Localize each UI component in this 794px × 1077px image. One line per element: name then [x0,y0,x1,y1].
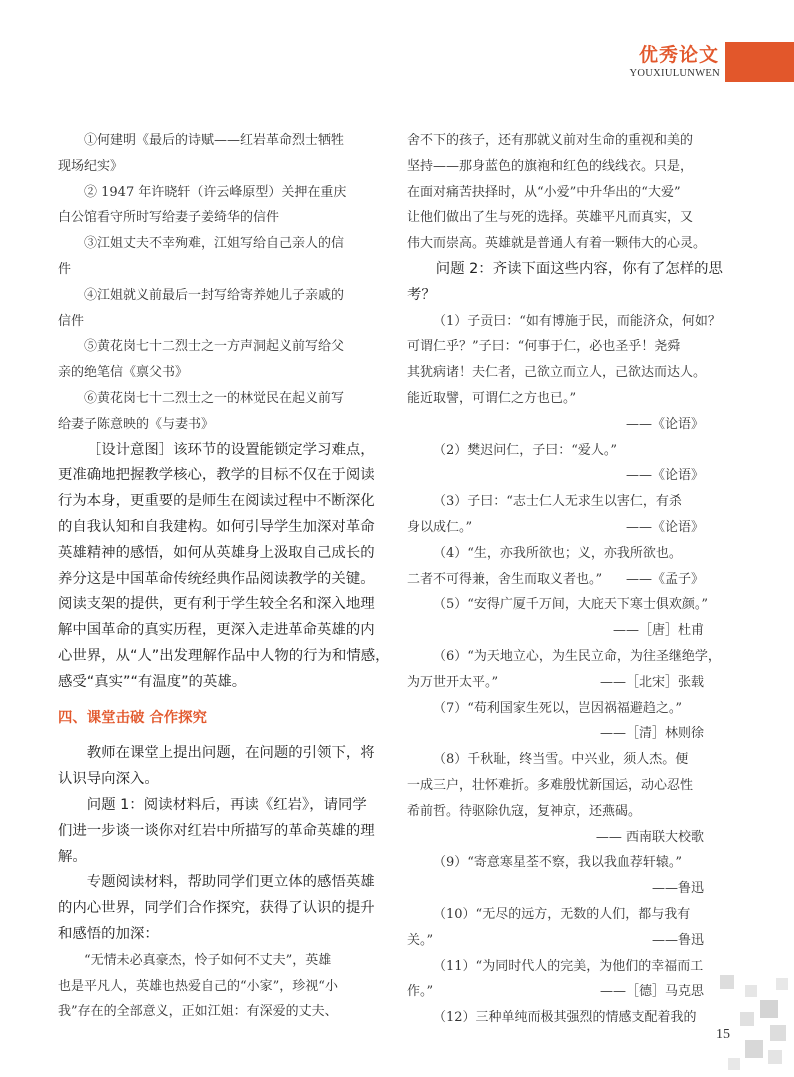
design-intent-paragraph [58,438,390,696]
header-accent-bar [725,42,794,82]
quote-line: 可谓仁乎？”子曰：“何事于仁，必也圣乎！尧舜 [407,339,681,355]
quote-source: ——《论语》 [625,519,704,535]
quote-item [407,489,704,541]
paragraph-line: ［设计意图］该环节的设置能锁定学习难点， [86,441,375,458]
quote-item [407,902,704,954]
right-column [407,128,723,1031]
material-item: ③江姐丈夫不幸殉难，江姐写给自己亲人的信 [84,236,345,252]
quote-source: —— 西南联大校歌 [595,829,704,845]
quote-line: （3）子曰：“志士仁人无求生以害仁，有杀 [433,494,682,510]
quote-item [407,644,721,696]
quote-line: （7）“苟利国家生死以，岂因祸福避趋之。” [433,700,683,716]
material-item: ⑥黄花岗七十二烈士之一的林觉民在起义前写 [84,390,345,406]
material-item: ④江姐就义前最后一封写给寄养她儿子亲戚的 [84,287,345,303]
special-reading-paragraph [58,870,375,947]
quote-line: 能近取譬，可谓仁之方也已。” [407,390,577,406]
quote-line: （12）三种单纯而极其强烈的情感支配着我的 [433,1010,697,1026]
paragraph-line: 心世界，从“人”出发理解作品中人物的行为和情感， [58,647,390,664]
quote-line: （9）“寄意寒星荃不察，我以我血荐轩辕。” [433,855,683,871]
quote-line: （8）千秋耻，终当雪。中兴业，须人杰。便 [433,752,689,768]
question1-paragraph [58,793,375,870]
paragraph-line: 也是平凡人，英雄也热爱自己的“小家”，珍视“小 [58,978,338,994]
quote-item [407,696,704,748]
paragraph-line: 养分这是中国革命传统经典作品阅读教学的关键。 [58,570,375,587]
quote-line: 作。” [407,984,434,1000]
paragraph-line: 在面对痛苦抉择时，从“小爱”中升华出的“大爱” [407,184,681,200]
quote-line: （1）子贡曰：“如有博施于民，而能济众，何如？ [433,313,721,329]
paragraph-line: 考？ [407,286,436,303]
quote-line: （4）“生，亦我所欲也；义，亦我所欲也。 [433,545,682,561]
materials-list [58,128,355,438]
quote-line: 关。” [407,932,434,948]
quote-line: 为万世开太平。” [407,674,499,690]
paragraph-line: 伟大而崇高。英雄就是普通人有着一颗伟大的心灵。 [407,236,707,252]
paragraph-line: 更准确地把握教学核心，教学的目标不仅在于阅读 [58,467,375,484]
material-item-cont: 白公馆看守所时写给妻子姜绮华的信件 [58,210,280,226]
paragraph-line: 教师在课堂上提出问题，在问题的引领下，将 [86,745,375,762]
quote-source: ——《论语》 [625,416,704,432]
quote-line: 希前哲。待驱除仇寇，复神京，还燕碣。 [407,803,642,819]
paragraph-line: 问题 1：阅读材料后，再读《红岩》，请同学 [86,796,367,813]
section-title: 优秀论文 [638,44,719,66]
left-column [58,128,390,1025]
material-item: ①何建明《最后的诗赋——红岩革命烈士牺牲 [84,133,345,148]
quote-source: ——［德］马克思 [599,984,704,1000]
quote-line: 一成三户，壮怀难折。多难殷忧新国运，动心忍性 [407,777,694,793]
quote-item [407,747,704,850]
material-item-cont: 给妻子陈意映的《与妻书》 [58,416,215,432]
material-item-cont: 信件 [58,313,85,329]
paragraph-line: 英雄精神的感悟，如何从英雄身上汲取自己成长的 [58,544,375,561]
quote-line: 其犹病诸！夫仁者，己欲立而立人，己欲达而达人。 [407,365,707,381]
quote-source: ——鲁迅 [651,932,704,948]
paragraph-line: “无情未必真豪杰，怜子如何不丈夫”，英雄 [84,952,332,968]
quote-line: （6）“为天地立心，为生民立命，为往圣继绝学， [433,648,721,664]
paragraph-line: 和感悟的加深： [58,925,159,942]
quote-source: ——［北宋］张载 [599,674,704,690]
material-item-cont: 现场纪实》 [58,158,124,174]
paragraph-line: 我”存在的全部意义，正如江姐：有深爱的丈夫、 [58,1004,338,1020]
quote-source: ——《孟子》 [625,571,704,587]
section-heading: 四、课堂击破 合作探究 [58,709,207,726]
paragraph-line: 坚持——那身蓝色的旗袍和红色的线线衣。只是， [407,158,694,174]
hero-quote-paragraph [58,948,355,1025]
paragraph-line: 阅读支架的提供，更有利于学生较全名和深入地理 [58,596,375,613]
paragraph-line: 问题 2：齐读下面这些内容，你有了怎样的思 [435,260,723,277]
paragraph-line: 的自我认知和自我建构。如何引导学生加深对革命 [58,518,375,535]
material-item: ② 1947 年许晓轩（许云峰原型）关押在重庆 [84,184,347,200]
quote-item [407,438,704,490]
quote-line-with-source [407,670,704,696]
paragraph-line: 的内心世界，同学们合作探究，获得了认识的提升 [58,900,375,917]
quote-source: ——鲁迅 [651,881,704,897]
quote-source: ——《论语》 [625,468,704,484]
paragraph-line: 认识导向深入。 [58,771,159,788]
paragraph-line: 解中国革命的真实历程，更深入走进革命英雄的内 [58,622,375,639]
quote-line-with-source [407,928,704,954]
quote-line: （5）“安得广厦千万间，大庇天下寒士俱欢颜。” [433,597,709,613]
quote-source: ——［唐］杜甫 [612,623,704,639]
quote-item [407,954,704,1006]
quote-line: 二者不可得兼，舍生而取义者也。” [407,571,603,587]
quote-item [407,592,709,644]
quote-item [407,541,704,593]
paragraph-line: 感受“真实”“有温度”的英雄。 [58,673,247,690]
quote-line: （11）“为同时代人的完美，为他们的幸福而工 [433,958,704,974]
quote-line-with-source [407,979,704,1005]
continuation-paragraph [407,128,707,257]
material-item-cont: 亲的绝笔信《禀父书》 [58,365,189,381]
quote-item [407,850,704,902]
section-subtitle: YOUXIULUNWEN [629,68,720,79]
quote-list [407,309,721,1031]
paragraph-line: 们进一步谈一谈你对红岩中所描写的革命英雄的理 [58,822,375,839]
paragraph-line: 专题阅读材料，帮助同学们更立体的感悟英雄 [86,874,375,891]
question2-paragraph [407,257,723,309]
quote-line-with-source [407,567,704,593]
quote-source: ——［清］林则徐 [599,726,704,742]
quote-line: 身以成仁。” [407,519,473,535]
material-item-cont: 件 [58,261,72,277]
paragraph-line: 让他们做出了生与死的选择。英雄平凡而真实，又 [407,210,694,226]
quote-line: （2）樊迟问仁，子曰：“爱人。” [433,442,618,458]
quote-item [407,309,721,438]
intro-paragraph [58,741,375,793]
quote-line-with-source [407,515,704,541]
paragraph-line: 解。 [58,848,87,865]
paragraph-line: 舍不下的孩子，还有那就义前对生命的重视和美的 [407,133,694,148]
paragraph-line: 行为本身，更重要的是师生在阅读过程中不断深化 [58,493,375,510]
page-number: 15 [716,1027,730,1042]
quote-item [407,1005,704,1031]
material-item: ⑤黄花岗七十二烈士之一方声洞起义前写给父 [84,339,345,355]
quote-line: （10）“无尽的远方，无数的人们，都与我有 [433,906,691,922]
